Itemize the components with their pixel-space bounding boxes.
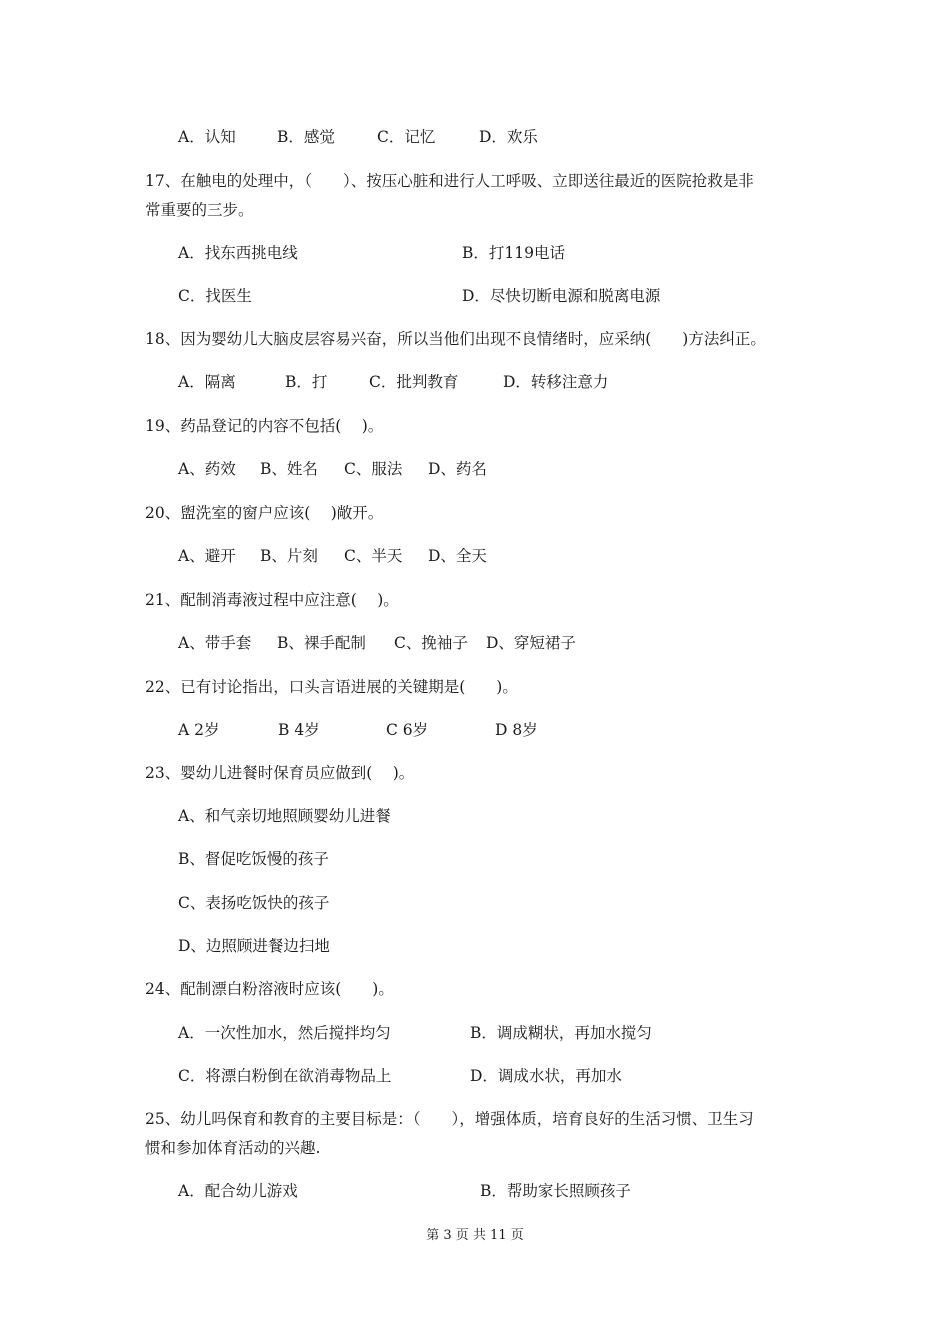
q18-option-d: D．转移注意力 xyxy=(503,373,609,391)
q19-option-c: C、服法 xyxy=(344,460,403,478)
q21-option-b: B、裸手配制 xyxy=(277,634,366,652)
q16-option-b: B．感觉 xyxy=(277,128,335,146)
q23-option-b: B、督促吃饭慢的孩子 xyxy=(178,850,329,868)
q24-option-d: D．调成水状，再加水 xyxy=(470,1067,622,1085)
q21-option-d: D、穿短裙子 xyxy=(486,634,576,652)
q24-option-b: B．调成糊状，再加水搅匀 xyxy=(470,1024,652,1042)
q19-option-a: A、药效 xyxy=(178,460,236,478)
q23-option-c: C、表扬吃饭快的孩子 xyxy=(178,894,330,912)
q17-text-line1: 17、在触电的处理中，（ ）、按压心脏和进行人工呼吸、立即送往最近的医院抢救是非 xyxy=(145,172,754,190)
q20-text: 20、盥洗室的窗户应该( )敞开。 xyxy=(145,504,384,522)
q17-text-line2: 常重要的三步。 xyxy=(145,201,254,219)
q20-options xyxy=(178,546,578,566)
q23-option-d: D、边照顾进餐边扫地 xyxy=(178,937,330,955)
q21-option-c: C、挽袖子 xyxy=(394,634,468,652)
q17-option-c: C．找医生 xyxy=(178,287,252,305)
q22-option-d: D 8岁 xyxy=(495,721,538,739)
q16-option-d: D．欢乐 xyxy=(479,128,538,146)
q19-option-d: D、药名 xyxy=(428,460,487,478)
q21-option-a: A、带手套 xyxy=(178,634,252,652)
q16-option-a: A．认知 xyxy=(178,128,236,146)
q22-option-c: C 6岁 xyxy=(386,721,429,739)
q18-option-c: C．批判教育 xyxy=(369,373,459,391)
q16-option-c: C．记忆 xyxy=(377,128,436,146)
q22-option-b: B 4岁 xyxy=(278,721,320,739)
q18-option-b: B．打 xyxy=(285,373,328,391)
q19-options xyxy=(178,459,578,479)
q20-option-c: C、半天 xyxy=(344,547,403,565)
q17-option-d: D．尽快切断电源和脱离电源 xyxy=(462,287,661,305)
q18-text: 18、因为婴幼儿大脑皮层容易兴奋，所以当他们出现不良情绪时，应采纳( )方法纠正。 xyxy=(145,330,766,348)
q22-text: 22、已有讨论指出，口头言语进展的关键期是( )。 xyxy=(145,678,518,696)
q20-option-a: A、避开 xyxy=(178,547,236,565)
q17-option-a: A．找东西挑电线 xyxy=(178,244,298,262)
q25-option-a: A．配合幼儿游戏 xyxy=(178,1182,298,1200)
q20-option-d: D、全天 xyxy=(428,547,487,565)
q18-options xyxy=(178,372,678,392)
q19-option-b: B、姓名 xyxy=(260,460,318,478)
q17-option-b: B．打119电话 xyxy=(462,244,565,262)
q24-text: 24、配制漂白粉溶液时应该( )。 xyxy=(145,980,394,998)
page-footer: 第 3 页 共 11 页 xyxy=(426,1228,524,1243)
q18-option-a: A．隔离 xyxy=(178,373,236,391)
q23-option-a: A、和气亲切地照顾婴幼儿进餐 xyxy=(178,807,391,825)
q25-text-line2: 惯和参加体育活动的兴趣. xyxy=(145,1139,321,1157)
q22-option-a: A 2岁 xyxy=(178,721,220,739)
q23-text: 23、婴幼儿进餐时保育员应做到( )。 xyxy=(145,764,415,782)
q24-option-c: C．将漂白粉倒在欲消毒物品上 xyxy=(178,1067,392,1085)
q19-text: 19、药品登记的内容不包括( )。 xyxy=(145,417,384,435)
q21-options xyxy=(178,633,628,653)
q21-text: 21、配制消毒液过程中应注意( )。 xyxy=(145,591,399,609)
q24-option-a: A．一次性加水，然后搅拌均匀 xyxy=(178,1024,391,1042)
q20-option-b: B、片刻 xyxy=(260,547,318,565)
q25-text-line1: 25、幼儿吗保育和教育的主要目标是：（ ），增强体质，培育良好的生活习惯、卫生习 xyxy=(145,1110,754,1128)
q25-option-b: B．帮助家长照顾孩子 xyxy=(480,1182,631,1200)
q22-options xyxy=(178,720,628,740)
q16-options xyxy=(178,127,538,147)
